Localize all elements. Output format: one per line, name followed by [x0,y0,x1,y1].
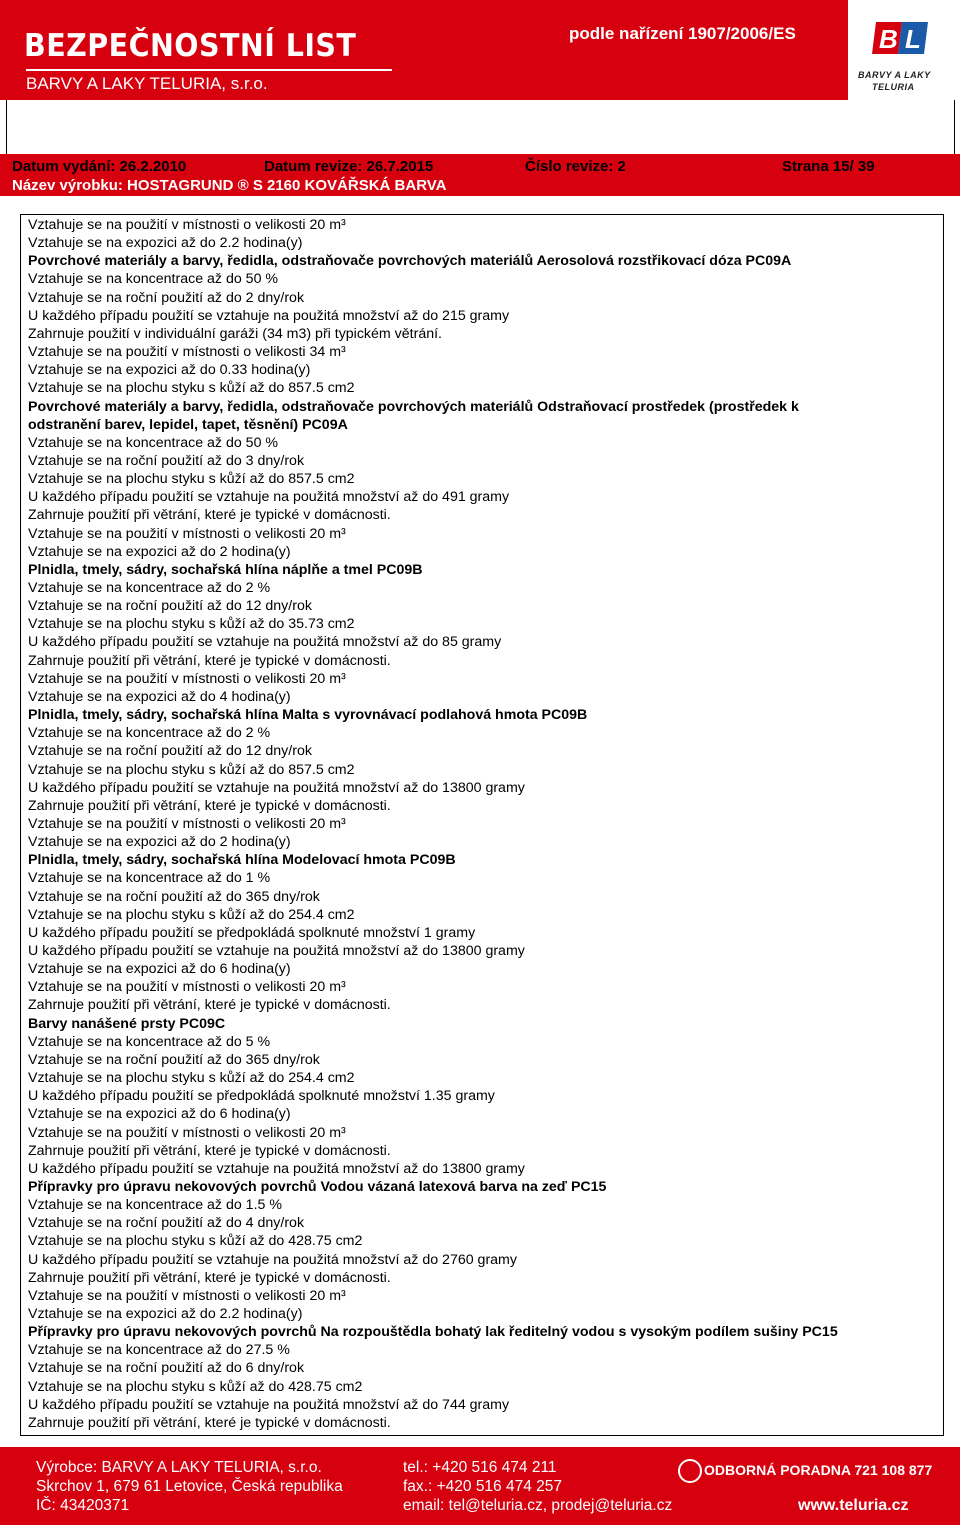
document-title: BEZPEČNOSTNÍ LIST [24,28,357,64]
issue-date: Datum vydání: 26.2.2010 [12,158,187,175]
content-line: Vztahuje se na roční použití až do 12 dny/rok [28,598,312,615]
content-line: Vztahuje se na roční použití až do 4 dny/rok [28,1215,305,1232]
logo-text-bottom: TELURIA [872,82,915,92]
content-line: Vztahuje se na expozici až do 2 hodina(y) [28,543,291,560]
content-line: Vztahuje se na plochu styku s kůží až do 428.75 cm2 [28,1378,363,1395]
content-line: Vztahuje se na expozici až do 6 hodina(y) [28,1106,291,1123]
content-line: U každého případu použití se vztahuje na použitá množství až do 13800 gramy [28,1160,525,1177]
content-line: Zahrnuje použití v individuální garáži (34 m3) při typickém větrání. [28,325,442,342]
footer-address: Skrchov 1, 679 61 Letovice, Česká republika [36,1478,343,1495]
company-name: BARVY A LAKY TELURIA, s.r.o. [26,74,268,93]
content-line: Vztahuje se na plochu styku s kůží až do 428.75 cm2 [28,1233,363,1250]
svg-text:B: B [879,24,898,54]
content-line: Zahrnuje použití při větrání, které je typické v domácnosti. [28,507,391,524]
content-line: Vztahuje se na expozici až do 2 hodina(y) [28,834,291,851]
content-line: U každého případu použití se předpokládá spolknuté množství 1.35 gramy [28,1088,495,1105]
header-banner [0,0,960,100]
logo-text-top: BARVY A LAKY [858,70,931,80]
footer-advice: ODBORNÁ PORADNA 721 108 877 [704,1462,933,1478]
content-line: Vztahuje se na použití v místnosti o velikosti 34 m³ [28,344,346,361]
footer-web[interactable]: www.teluria.cz [798,1497,909,1514]
content-line: U každého případu použití se vztahuje na použitá množství až do 13800 gramy [28,943,525,959]
content-line: Vztahuje se na koncentrace až do 1.5 % [28,1197,282,1214]
content-line: Vztahuje se na expozici až do 6 hodina(y) [28,961,291,978]
content-line: Vztahuje se na plochu styku s kůží až do 857.5 cm2 [28,380,355,397]
footer-email[interactable]: email: tel@teluria.cz, prodej@teluria.cz [403,1497,673,1514]
title-divider [26,69,392,71]
revision-number: Číslo revize: 2 [525,158,626,175]
content-line: U každého případu použití se vztahuje na použitá množství až do 215 gramy [28,307,510,324]
content-line: Vztahuje se na roční použití až do 6 dny/rok [28,1360,305,1377]
phone-icon [678,1459,702,1483]
content-line: Vztahuje se na expozici až do 4 hodina(y) [28,688,291,705]
section-heading: Přípravky pro úpravu nekovových povrchů Vodou vázaná latexová barva na zeď PC15 [28,1178,607,1195]
content-line: Vztahuje se na roční použití až do 12 dny/rok [28,743,312,760]
content-line: U každého případu použití se vztahuje na použitá množství až do 85 gramy [28,634,502,651]
content-line: Vztahuje se na použití v místnosti o velikosti 20 m³ [28,525,346,542]
footer-tel: tel.: +420 516 474 211 [403,1459,557,1476]
content-line: Vztahuje se na použití v místnosti o velikosti 20 m³ [28,1124,346,1141]
section-heading: odstranění barev, lepidel, tapet, těsnění) PC09A [28,416,348,433]
content-line: U každého případu použití se vztahuje na použitá množství až do 2760 gramy [28,1251,517,1268]
content-box [20,214,944,1436]
section-heading: Přípravky pro úpravu nekovových povrchů Na rozpouštědla bohatý lak ředitelný vodou s vysokým podílem sušiny PC15 [28,1324,838,1341]
svg-text:L: L [905,24,921,54]
section-heading: Povrchové materiály a barvy, ředidla, odstraňovače povrchových materiálů Odstraňovací prostředek (prostředek k [28,398,799,415]
content-line: Zahrnuje použití při větrání, které je typické v domácnosti. [28,1269,391,1286]
section-heading: Plnidla, tmely, sádry, sochařská hlína náplňe a tmel PC09B [28,561,423,578]
section-heading: Povrchové materiály a barvy, ředidla, odstraňovače povrchových materiálů Aerosolová rozstřikovací dóza PC09A [28,253,792,270]
content-line: Vztahuje se na plochu styku s kůží až do 857.5 cm2 [28,471,355,488]
content-line: Vztahuje se na plochu styku s kůží až do 254.4 cm2 [28,906,355,923]
content-line: Zahrnuje použití při větrání, které je typické v domácnosti. [28,652,391,669]
footer-ico: IČ: 43420371 [36,1497,130,1514]
footer [0,1447,960,1525]
content-line: U každého případu použití se vztahuje na použitá množství až do 491 gramy [28,489,510,506]
footer-producer: Výrobce: BARVY A LAKY TELURIA, s.r.o. [36,1459,322,1476]
regulation-text: podle nařízení 1907/2006/ES [569,24,796,43]
content-line: Vztahuje se na plochu styku s kůží až do 254.4 cm2 [28,1070,355,1087]
content-line: Vztahuje se na expozici až do 2.2 hodina(y) [28,1306,303,1322]
content-line: Vztahuje se na koncentrace až do 5 % [28,1033,271,1050]
content-line: Vztahuje se na plochu styku s kůží až do 35.73 cm2 [28,616,355,633]
content-line: Vztahuje se na roční použití až do 365 dny/rok [28,1051,320,1068]
content-line: Zahrnuje použití při větrání, které je typické v domácnosti. [28,1142,391,1159]
content-line: U každého případu použití se vztahuje na použitá množství až do 744 gramy [28,1396,510,1413]
content-line: Zahrnuje použití při větrání, které je typické v domácnosti. [28,797,391,814]
content-line: Vztahuje se na použití v místnosti o velikosti 20 m³ [28,670,346,687]
header-meta-box [6,100,955,155]
content-line: Vztahuje se na koncentrace až do 27.5 % [28,1342,290,1359]
content-line: U každého případu použití se předpokládá spolknuté množství 1 gramy [28,924,476,941]
product-name: Název výrobku: HOSTAGRUND ® S 2160 KOVÁŘSKÁ BARVA [12,177,447,194]
content-line: Vztahuje se na koncentrace až do 50 % [28,271,279,288]
content-line: Vztahuje se na koncentrace až do 2 % [28,725,271,742]
meta-strip [0,154,960,196]
company-logo [848,0,960,100]
content-line: Vztahuje se na koncentrace až do 2 % [28,580,271,596]
section-heading: Plnidla, tmely, sádry, sochařská hlína Malta s vyrovnávací podlahová hmota PC09B [28,707,588,724]
content-line: Vztahuje se na koncentrace až do 1 % [28,870,271,887]
content-line: Vztahuje se na použití v místnosti o velikosti 20 m³ [28,217,346,233]
content-line: Zahrnuje použití při větrání, které je typické v domácnosti. [28,997,391,1014]
section-heading: Barvy nanášené prsty PC09C [28,1015,226,1032]
content-line: Vztahuje se na použití v místnosti o velikosti 20 m³ [28,979,346,996]
content-line: Vztahuje se na roční použití až do 3 dny/rok [28,452,305,469]
content-line: Vztahuje se na použití v místnosti o velikosti 20 m³ [28,1287,346,1304]
page-number: Strana 15/ 39 [782,158,875,175]
content-line: Vztahuje se na použití v místnosti o velikosti 20 m³ [28,815,346,832]
content-line: Vztahuje se na roční použití až do 365 dny/rok [28,888,320,905]
revision-date: Datum revize: 26.7.2015 [264,158,434,175]
logo-icon [872,18,930,58]
content-line: Vztahuje se na koncentrace až do 50 % [28,434,279,451]
section-heading: Plnidla, tmely, sádry, sochařská hlína Modelovací hmota PC09B [28,852,456,869]
footer-fax: fax.: +420 516 474 257 [403,1478,563,1495]
content-line: Zahrnuje použití při větrání, které je typické v domácnosti. [28,1414,391,1431]
content-line: Vztahuje se na expozici až do 2.2 hodina(y) [28,235,303,252]
content-line: Vztahuje se na expozici až do 0.33 hodina(y) [28,362,311,379]
content-line: Vztahuje se na roční použití až do 2 dny/rok [28,289,305,306]
content-line: Vztahuje se na plochu styku s kůží až do 857.5 cm2 [28,761,355,778]
content-line: U každého případu použití se vztahuje na použitá množství až do 13800 gramy [28,779,525,796]
